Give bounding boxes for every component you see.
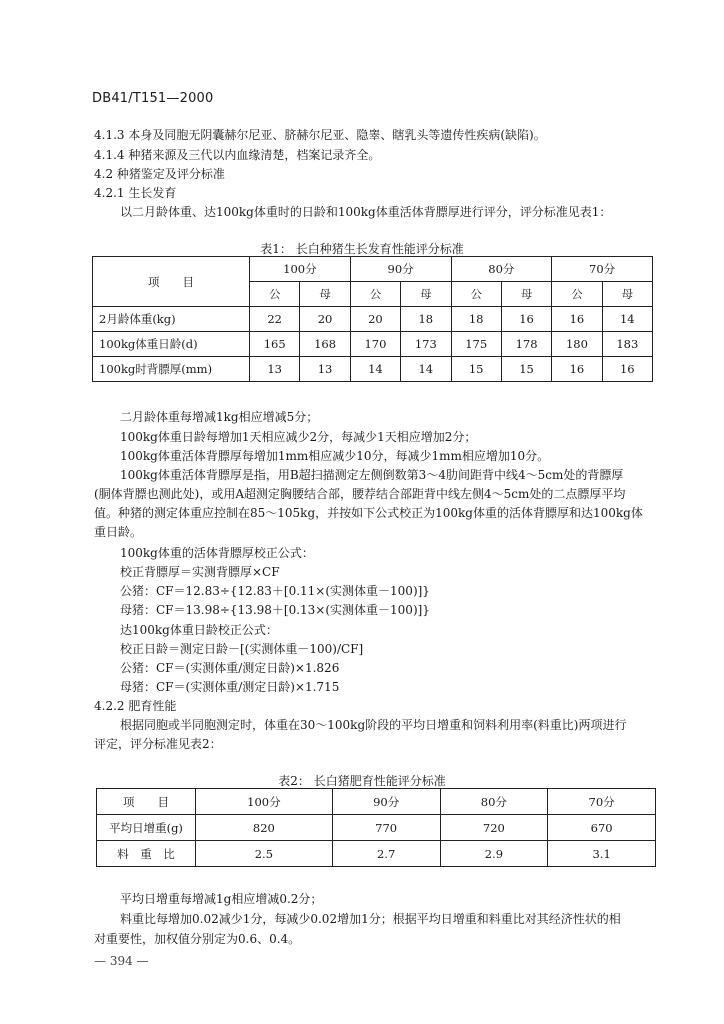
table-row — [97, 841, 656, 867]
table-cell: 16 — [552, 307, 602, 332]
table-cell: 2.9 — [440, 841, 548, 867]
clause-4-1-3: 4.1.3 本身及同胞无阴囊赫尔尼亚、脐赫尔尼亚、隐睾、瞎乳头等遗传性疾病(缺陷)。 — [94, 128, 546, 142]
document-header: DB41/T151—2000 — [92, 91, 214, 106]
age-cf-boar: 公猪：CF＝(实测体重/测定日龄)×1.826 — [120, 661, 340, 675]
table1-caption: 表1： 长白种猪生长发育性能评分标准 — [260, 242, 464, 256]
age-formula-title: 达100kg体重日龄校正公式： — [120, 623, 278, 637]
table1-grade-70: 70分 — [552, 257, 653, 282]
table-cell: 13 — [250, 357, 300, 382]
paragraph-table2-intro-line1: 根据同胞或半同胞测定时，体重在30～100kg阶段的平均日增重和饲料利用率(料重比)两项进行 — [120, 718, 627, 732]
table-cell: 13 — [300, 357, 350, 382]
table1-sex-female: 母 — [401, 282, 451, 307]
table-cell: 20 — [300, 307, 350, 332]
table-row — [97, 815, 656, 841]
table1-row-label: 100kg时背膘厚(mm) — [93, 357, 250, 382]
table-cell: 2.7 — [332, 841, 440, 867]
table-cell: 170 — [350, 332, 400, 357]
table1-sex-female: 母 — [300, 282, 350, 307]
table1-sex-female: 母 — [501, 282, 551, 307]
table-cell: 168 — [300, 332, 350, 357]
growth-score-table — [92, 256, 653, 382]
table-cell: 3.1 — [548, 841, 656, 867]
table-cell: 183 — [602, 332, 652, 357]
table1-item-header: 项 目 — [93, 257, 250, 307]
table-row — [93, 307, 653, 332]
table-row — [93, 332, 653, 357]
page-number: — 394 — — [94, 954, 149, 968]
table-cell: 820 — [196, 815, 333, 841]
table-cell: 16 — [602, 357, 652, 382]
table2-grade-70: 70分 — [548, 789, 656, 815]
table2-row-label: 料 重 比 — [97, 841, 196, 867]
section-4-2-2-heading: 4.2.2 肥育性能 — [94, 699, 177, 713]
backfat-definition-line1: 100kg体重活体背膘厚是指，用B超扫描测定左侧倒数第3～4肋间距背中线4～5cm处的背膘厚 — [120, 468, 624, 482]
table2-row-label: 平均日增重(g) — [97, 815, 196, 841]
rule-daily-gain: 平均日增重每增减1g相应增减0.2分； — [120, 892, 323, 906]
table1-sex-male: 公 — [350, 282, 400, 307]
table1-grade-80: 80分 — [451, 257, 552, 282]
table2-header-row — [97, 789, 656, 815]
table1-row-label: 2月龄体重(kg) — [93, 307, 250, 332]
table1-grade-100: 100分 — [250, 257, 351, 282]
table2-grade-100: 100分 — [196, 789, 333, 815]
table1-grade-row — [93, 257, 653, 282]
table-cell: 670 — [548, 815, 656, 841]
table1-sex-female: 母 — [602, 282, 652, 307]
table-row — [93, 357, 653, 382]
backfat-definition-line3: 值。种猪的测定体重应控制在85～105kg，并按如下公式校正为100kg体重的活体背膘厚和达100kg体 — [94, 506, 643, 520]
backfat-formula: 校正背膘厚＝实测背膘厚×CF — [120, 565, 280, 579]
paragraph-table2-intro-line2: 评定，评分标准见表2： — [94, 737, 222, 751]
table2-caption: 表2： 长白猪肥育性能评分标准 — [278, 774, 446, 788]
table-cell: 15 — [451, 357, 501, 382]
table2-item-header: 项 目 — [97, 789, 196, 815]
table-cell: 18 — [451, 307, 501, 332]
section-4-2-1-heading: 4.2.1 生长发育 — [94, 186, 177, 200]
table1-grade-90: 90分 — [350, 257, 451, 282]
table-cell: 14 — [602, 307, 652, 332]
backfat-definition-line2: (胴体背膘也测此处)，或用A超测定胸腰结合部，腰荐结合部距背中线左侧4～5cm处的二点膘厚平均 — [94, 487, 626, 501]
table-cell: 175 — [451, 332, 501, 357]
rule-2month-weight: 二月龄体重每增减1kg相应增减5分； — [120, 410, 319, 424]
rule-backfat: 100kg体重活体背膘厚每增加1mm相应减少10分，每减少1mm相应增加10分。 — [120, 449, 550, 463]
table1-sex-male: 公 — [250, 282, 300, 307]
rule-100kg-age: 100kg体重日龄每增加1天相应减少2分，每减少1天相应增加2分； — [120, 430, 477, 444]
table-cell: 14 — [350, 357, 400, 382]
table-cell: 180 — [552, 332, 602, 357]
paragraph-table1-intro: 以二月龄体重、达100kg体重时的日龄和100kg体重活体背膘厚进行评分，评分标准见表1： — [120, 205, 612, 219]
table-cell: 22 — [250, 307, 300, 332]
table-cell: 18 — [401, 307, 451, 332]
table-cell: 178 — [501, 332, 551, 357]
age-formula: 校正日龄＝测定日龄－[(实测体重－100)/CF] — [120, 642, 364, 656]
backfat-cf-boar: 公猪：CF＝12.83÷{12.83＋[0.11×(实测体重－100)]} — [120, 584, 430, 598]
table-cell: 173 — [401, 332, 451, 357]
clause-4-1-4: 4.1.4 种猪来源及三代以内血缘清楚，档案记录齐全。 — [94, 148, 381, 162]
table-cell: 165 — [250, 332, 300, 357]
table1-row-label: 100kg体重日龄(d) — [93, 332, 250, 357]
fattening-score-table — [96, 788, 656, 867]
table-cell: 14 — [401, 357, 451, 382]
backfat-definition-line4: 重日龄。 — [94, 525, 143, 539]
table2-grade-80: 80分 — [440, 789, 548, 815]
section-4-2-heading: 4.2 种猪鉴定及评分标准 — [94, 167, 225, 181]
table-cell: 20 — [350, 307, 400, 332]
table-cell: 720 — [440, 815, 548, 841]
table-cell: 770 — [332, 815, 440, 841]
table1-sex-male: 公 — [451, 282, 501, 307]
table2-grade-90: 90分 — [332, 789, 440, 815]
age-cf-sow: 母猪：CF＝(实测体重/测定日龄)×1.715 — [120, 680, 340, 694]
rule-feed-ratio-line1: 料重比每增加0.02减少1分，每减少0.02增加1分；根据平均日增重和料重比对其经济性状的相 — [120, 912, 621, 926]
backfat-formula-title: 100kg体重的活体背膘厚校正公式： — [120, 546, 314, 560]
backfat-cf-sow: 母猪：CF＝13.98÷{13.98＋[0.13×(实测体重－100)]} — [120, 603, 430, 617]
table-cell: 2.5 — [196, 841, 333, 867]
table1-sex-male: 公 — [552, 282, 602, 307]
table-cell: 16 — [552, 357, 602, 382]
rule-feed-ratio-line2: 对重要性，加权值分别定为0.6、0.4。 — [94, 932, 301, 946]
table-cell: 15 — [501, 357, 551, 382]
table-cell: 16 — [501, 307, 551, 332]
